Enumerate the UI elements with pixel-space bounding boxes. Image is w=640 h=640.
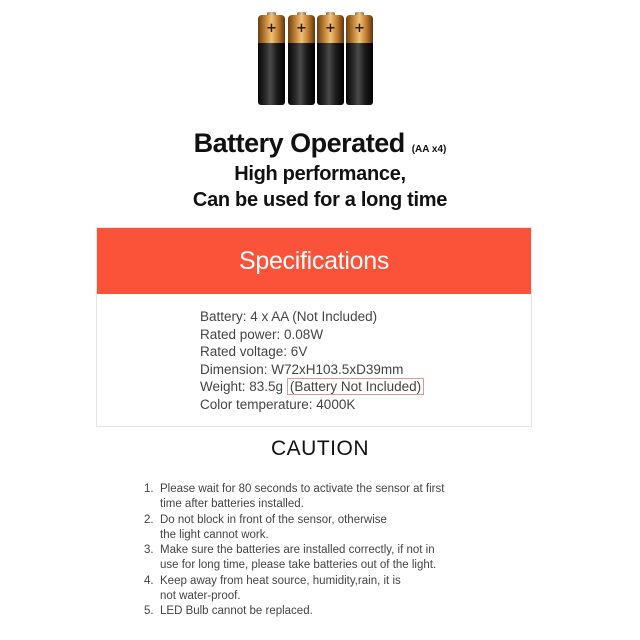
hero-subtitle-1: High performance, (234, 163, 406, 185)
spec-rated-power: Rated power: 0.08W (200, 326, 324, 342)
spec-weight (200, 378, 424, 396)
spec-rated-voltage: Rated voltage: 6V (200, 344, 308, 360)
caution-item: 2. Do not block in front of the sensor, otherwise the light cannot work. (144, 513, 387, 541)
battery-icon: + (346, 15, 373, 105)
spec-battery: Battery: 4 x AA (Not Included) (200, 309, 378, 324)
battery-icon: + (258, 15, 285, 105)
specifications-list (200, 308, 424, 414)
hero-title-note: (AA x4) (411, 144, 447, 155)
spec-dimension: Dimension: W72xH103.5xD39mm (200, 361, 404, 377)
caution-list (144, 482, 444, 620)
caution-item: 4. Keep away from heat source, humidity,rain, it is not water-proof. (144, 574, 401, 603)
caution-item: 3. Make sure the batteries are installed correctly, if not in use for long time, please take batteries out of the light. (144, 544, 437, 572)
batteries-illustration (258, 15, 376, 107)
hero-subtitle-2: Can be used for a long time (192, 189, 448, 211)
spec-color-temperature: Color temperature: 4000K (200, 396, 356, 412)
battery-icon: + (317, 15, 344, 105)
caution-title: CAUTION (271, 437, 369, 460)
hero-title-text: Battery Operated (193, 128, 405, 158)
battery-icon: + (288, 15, 315, 105)
caution-item: 5. LED Bulb cannot be replaced. (144, 605, 313, 618)
specifications-panel (96, 227, 532, 427)
specifications-header: Specifications (97, 228, 531, 294)
hero-title (0, 128, 640, 159)
caution-item: 1. Please wait for 80 seconds to activate the sensor at first time after batteries installed. (144, 483, 445, 511)
spec-weight-note: (Battery Not Included) (287, 378, 424, 395)
spec-weight-label: Weight: 83.5g (200, 379, 284, 395)
